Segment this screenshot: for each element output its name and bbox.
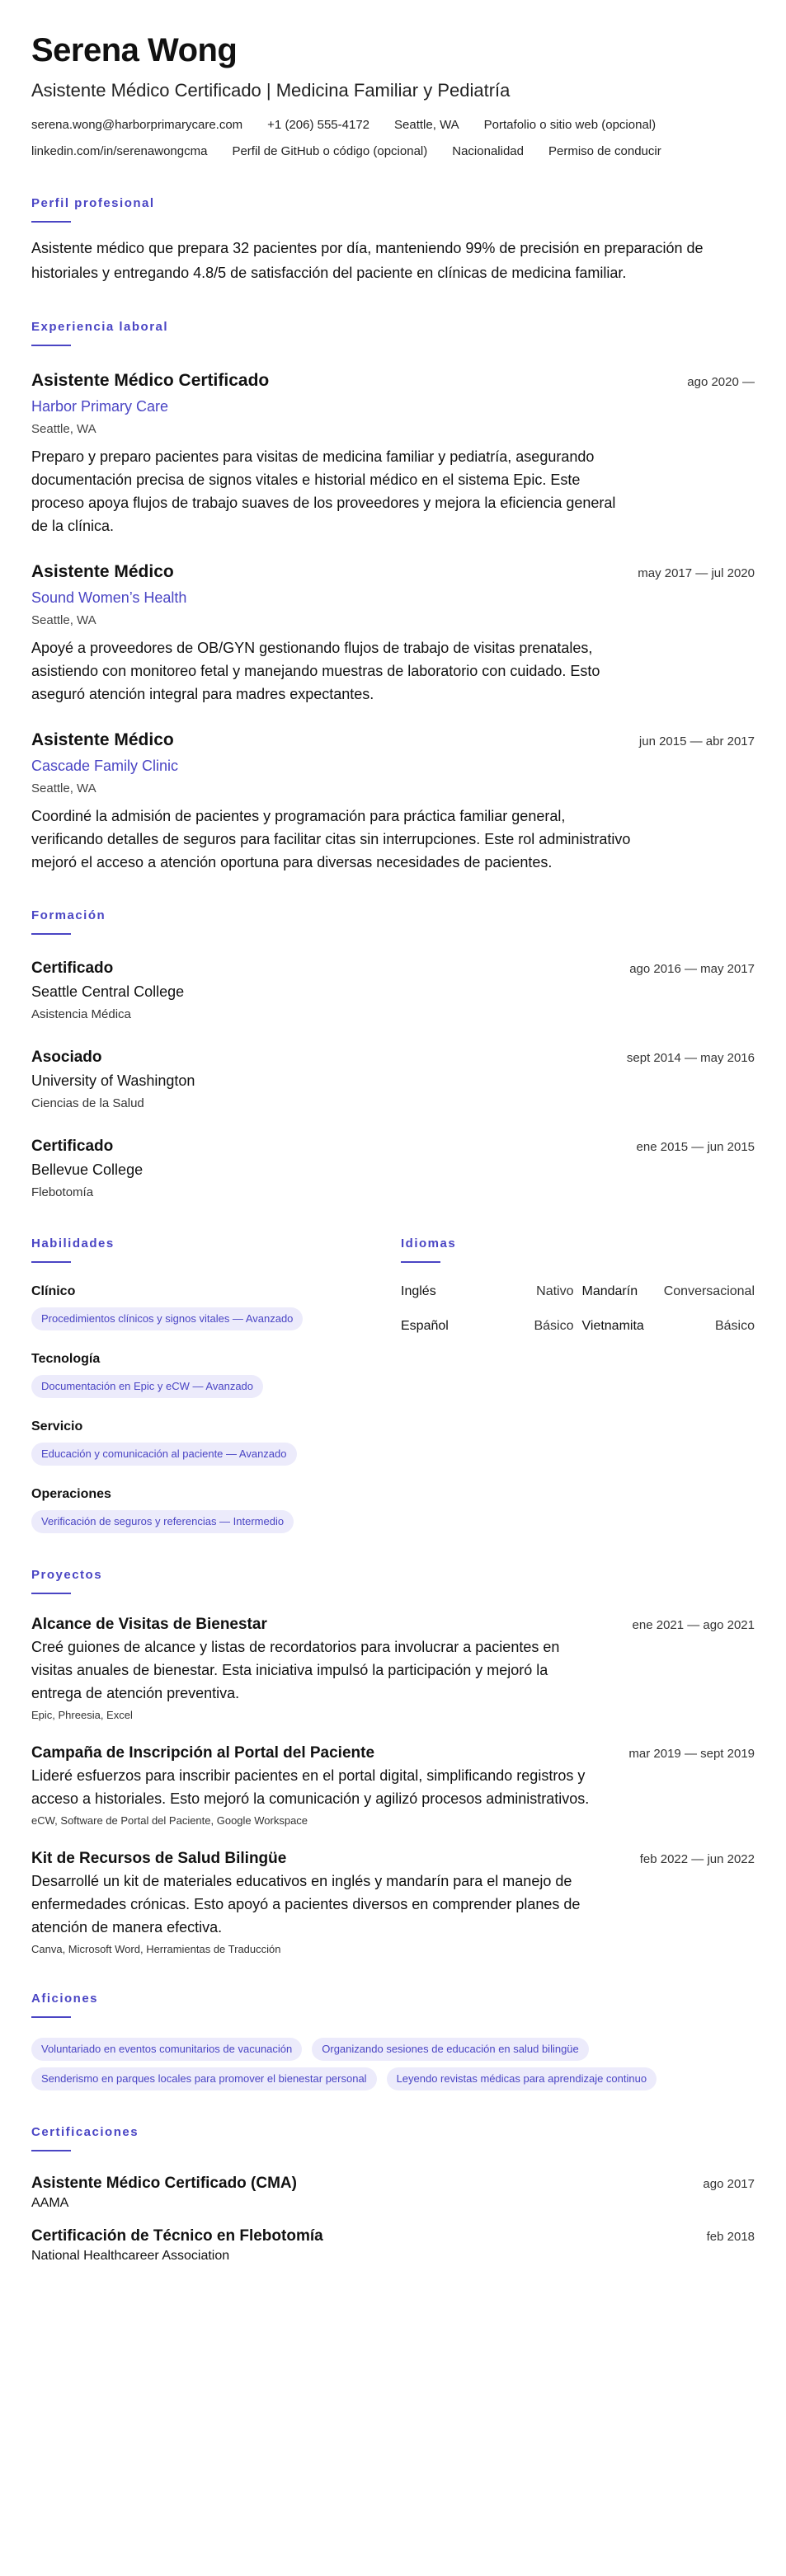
contact-website[interactable]: Portafolio o sitio web (opcional): [483, 118, 657, 132]
contact-linkedin[interactable]: linkedin.com/in/serenawongcma: [31, 144, 208, 158]
certification-date: feb 2018: [706, 2230, 755, 2244]
section-divider: [31, 1261, 71, 1263]
section-divider: [31, 221, 71, 223]
hobby-tag: Senderismo en parques locales para promover el bienestar personal: [31, 2067, 377, 2090]
certification-issuer: AAMA: [31, 2196, 69, 2210]
job-title: Asistente Médico: [31, 562, 174, 581]
education-school: Bellevue College: [31, 1161, 144, 1178]
contact-license: Permiso de conducir: [548, 144, 661, 158]
hobby-list: [31, 2031, 708, 2090]
project-description: Desarrollé un kit de materiales educativos en inglés y mandarín para el manejo de enfermedades crónicas. Esto apoyó a pacientes diversos en comprender planes de atención de manera efectiva.: [31, 1873, 581, 1936]
project-title: Kit de Recursos de Salud Bilingüe: [31, 1850, 287, 1867]
summary-section: [31, 195, 755, 285]
languages-section: [401, 1202, 755, 1533]
hobby-tag: Voluntariado en eventos comunitarios de vacunación: [31, 2038, 302, 2061]
section-divider: [31, 2150, 71, 2151]
section-divider: [31, 933, 71, 935]
contact-location: Seattle, WA: [394, 118, 459, 132]
projects-section: [31, 1566, 755, 1957]
education-dates: ago 2016 — may 2017: [629, 962, 755, 976]
job-title: Asistente Médico: [31, 730, 174, 749]
education-entry: [31, 1047, 755, 1113]
project-dates: feb 2022 — jun 2022: [639, 1852, 755, 1866]
skill-group: [31, 1418, 401, 1466]
resume-header: [31, 31, 755, 162]
job-company: Sound Women’s Health: [31, 589, 187, 606]
education-dates: ene 2015 — jun 2015: [636, 1140, 755, 1154]
hobbies-title: Aficiones: [31, 1992, 99, 2006]
contact-phone[interactable]: +1 (206) 555-4172: [267, 118, 370, 132]
education-school: Seattle Central College: [31, 983, 185, 1000]
job-entry: [31, 561, 755, 706]
skill-group: [31, 1283, 401, 1330]
project-title: Alcance de Visitas de Bienestar: [31, 1616, 267, 1633]
project-entry: [31, 1614, 755, 1723]
skills-languages-row: [31, 1202, 755, 1533]
project-dates: ene 2021 — ago 2021: [632, 1618, 755, 1632]
certification-name: Certificación de Técnico en Flebotomía: [31, 2227, 323, 2245]
job-dates: may 2017 — jul 2020: [638, 566, 755, 580]
skill-category: Servicio: [31, 1419, 83, 1433]
section-divider: [31, 345, 71, 346]
skill-group: [31, 1350, 401, 1398]
job-location: Seattle, WA: [31, 422, 96, 436]
skill-category: Clínico: [31, 1284, 76, 1298]
hobby-tag: Organizando sesiones de educación en salud bilingüe: [312, 2038, 589, 2061]
certification-date: ago 2017: [703, 2177, 755, 2191]
education-degree: Certificado: [31, 960, 114, 977]
languages-title: Idiomas: [401, 1236, 457, 1250]
skill-tag: Educación y comunicación al paciente — Avanzado: [31, 1443, 297, 1466]
language-item: [401, 1283, 574, 1301]
contact-info: [31, 115, 755, 162]
job-description: Coordiné la admisión de pacientes y programación para práctica familiar general, verificando detalles de seguros para facilitar citas sin interrupciones. Este rol administrativo mejoró el acceso a atención oportuna para diversas necesidades de pacientes.: [31, 808, 631, 870]
job-description: Apoyé a proveedores de OB/GYN gestionando flujos de trabajo de visitas prenatales, asistiendo con monitoreo fetal y manejando muestras de laboratorio con cuidado. Esto aseguró atención integral para madres expectantes.: [31, 640, 600, 702]
education-school: University of Washington: [31, 1072, 195, 1089]
language-item: [582, 1283, 755, 1301]
project-title: Campaña de Inscripción al Portal del Paciente: [31, 1744, 375, 1762]
language-level: Nativo: [536, 1284, 574, 1298]
job-location: Seattle, WA: [31, 781, 96, 795]
project-description: Creé guiones de alcance y listas de recordatorios para involucrar a pacientes en visitas anuales de bienestar. Esta iniciativa impulsó la participación y mejoró la entrega de atención preventiva.: [31, 1639, 560, 1701]
skills-title: Habilidades: [31, 1236, 115, 1250]
certifications-section: [31, 2123, 755, 2265]
job-company: Harbor Primary Care: [31, 398, 169, 415]
skill-group: [31, 1485, 401, 1533]
language-level: Básico: [714, 1319, 755, 1333]
contact-email[interactable]: serena.wong@harborprimarycare.com: [31, 118, 243, 132]
language-item: [582, 1317, 755, 1335]
certification-entry: [31, 2226, 755, 2265]
skill-category: Tecnología: [31, 1352, 101, 1366]
projects-title: Proyectos: [31, 1568, 103, 1582]
job-description: Preparo y preparo pacientes para visitas de medicina familiar y pediatría, asegurando documentación precisa de signos vitales e historial médico en el sistema Epic. Este proceso apoya flujos de trabajo suaves de los proveedores y mejora la eficiencia general de la clínica.: [31, 448, 616, 534]
candidate-headline: Asistente Médico Certificado | Medicina Familiar y Pediatría: [31, 80, 511, 101]
contact-nationality: Nacionalidad: [452, 144, 524, 158]
education-field: Asistencia Médica: [31, 1007, 131, 1021]
project-entry: [31, 1848, 755, 1957]
project-description: Lideré esfuerzos para inscribir pacientes en el portal digital, simplificando registros y acceso a historiales. Esto mejoró la comunicación y agilizó procesos administrativos.: [31, 1767, 590, 1807]
education-entry: [31, 1136, 755, 1202]
certifications-title: Certificaciones: [31, 2125, 139, 2139]
education-degree: Asociado: [31, 1049, 102, 1066]
section-divider: [31, 1593, 71, 1594]
job-dates: jun 2015 — abr 2017: [638, 734, 755, 748]
language-name: Vietnamita: [581, 1319, 644, 1333]
language-list: [401, 1283, 755, 1335]
skill-tag: Verificación de seguros y referencias — Intermedio: [31, 1510, 294, 1533]
job-entry: [31, 729, 755, 874]
section-divider: [31, 2016, 71, 2018]
skill-tag: Documentación en Epic y eCW — Avanzado: [31, 1375, 263, 1398]
project-tools: Canva, Microsoft Word, Herramientas de Traducción: [31, 1943, 281, 1955]
education-field: Flebotomía: [31, 1185, 94, 1199]
summary-text: Asistente médico que prepara 32 pacientes por día, manteniendo 99% de precisión en preparación de historiales y entregando 4.8/5 de satisfacción del paciente en clínicas de medicina familiar.: [31, 240, 704, 281]
job-company: Cascade Family Clinic: [31, 758, 179, 774]
education-degree: Certificado: [31, 1138, 114, 1155]
hobbies-section: [31, 1990, 755, 2090]
certification-name: Asistente Médico Certificado (CMA): [31, 2175, 297, 2192]
project-entry: [31, 1743, 755, 1828]
project-tools: Epic, Phreesia, Excel: [31, 1709, 133, 1721]
language-name: Inglés: [401, 1284, 436, 1298]
language-level: Conversacional: [663, 1284, 755, 1298]
job-dates: ago 2020 —: [687, 375, 755, 389]
certification-entry: [31, 2173, 755, 2212]
hobby-tag: Leyendo revistas médicas para aprendizaje continuo: [387, 2067, 657, 2090]
skills-section: [31, 1202, 401, 1533]
education-dates: sept 2014 — may 2016: [626, 1051, 755, 1065]
project-tools: eCW, Software de Portal del Paciente, Google Workspace: [31, 1814, 308, 1827]
project-dates: mar 2019 — sept 2019: [628, 1747, 755, 1761]
job-entry: [31, 369, 755, 537]
education-entry: [31, 958, 755, 1024]
job-title: Asistente Médico Certificado: [31, 371, 270, 390]
language-name: Español: [401, 1319, 449, 1333]
summary-title: Perfil profesional: [31, 196, 155, 210]
experience-title: Experiencia laboral: [31, 320, 169, 334]
certification-issuer: National Healthcareer Association: [31, 2249, 230, 2263]
candidate-name: Serena Wong: [31, 32, 238, 68]
language-name: Mandarín: [581, 1284, 638, 1298]
skill-category: Operaciones: [31, 1487, 111, 1501]
section-divider: [401, 1261, 440, 1263]
education-section: [31, 907, 755, 1202]
contact-github[interactable]: Perfil de GitHub o código (opcional): [232, 144, 428, 158]
skill-tag: Procedimientos clínicos y signos vitales — Avanzado: [31, 1307, 303, 1330]
language-item: [401, 1317, 574, 1335]
job-location: Seattle, WA: [31, 613, 96, 627]
language-level: Básico: [534, 1319, 574, 1333]
education-title: Formación: [31, 908, 106, 922]
experience-section: [31, 318, 755, 874]
education-field: Ciencias de la Salud: [31, 1096, 144, 1110]
